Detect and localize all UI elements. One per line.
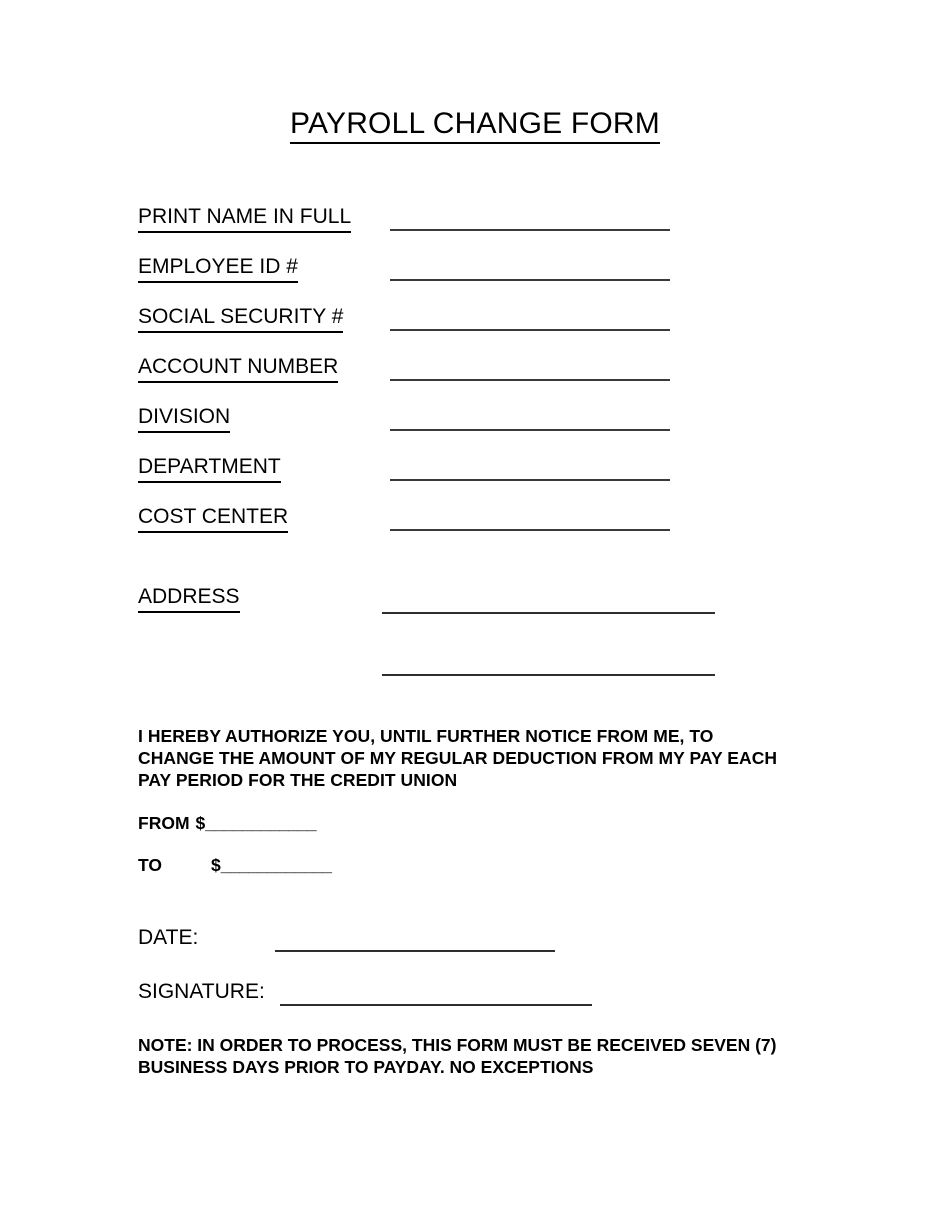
amount-input-to[interactable]: ____________	[220, 855, 332, 875]
field-label-department: DEPARTMENT	[138, 454, 281, 483]
field-label-address: ADDRESS	[138, 584, 240, 613]
field-input-print-name[interactable]	[390, 229, 670, 231]
employee-fields-section	[138, 204, 838, 554]
field-input-address-line-1[interactable]	[382, 612, 715, 614]
amount-label-to: TO	[138, 855, 162, 875]
signature-row	[138, 979, 838, 1033]
field-input-address-line-2[interactable]	[382, 674, 715, 676]
field-label-social-security: SOCIAL SECURITY #	[138, 304, 343, 333]
amount-input-from[interactable]: ____________	[205, 813, 317, 833]
deduction-amounts-section	[138, 812, 638, 896]
field-label-date: DATE:	[138, 926, 199, 949]
currency-symbol-to: $	[211, 855, 221, 875]
field-row-division	[138, 404, 838, 454]
amount-label-from: FROM	[138, 813, 190, 833]
field-input-cost-center[interactable]	[390, 529, 670, 531]
page-title-container	[0, 108, 950, 144]
signoff-section	[138, 925, 838, 1033]
field-row-print-name	[138, 204, 838, 254]
field-row-cost-center	[138, 504, 838, 554]
field-input-social-security[interactable]	[390, 329, 670, 331]
field-label-cost-center: COST CENTER	[138, 504, 288, 533]
field-input-date[interactable]	[275, 950, 555, 952]
processing-note: NOTE: IN ORDER TO PROCESS, THIS FORM MUST BE RECEIVED SEVEN (7) BUSINESS DAYS PRIOR TO PAYDAY. NO EXCEPTIONS	[138, 1035, 777, 1077]
amount-row-to	[138, 854, 638, 896]
field-label-division: DIVISION	[138, 404, 230, 433]
field-label-signature: SIGNATURE:	[138, 980, 265, 1003]
field-input-division[interactable]	[390, 429, 670, 431]
amount-row-from	[138, 812, 638, 854]
field-row-department	[138, 454, 838, 504]
field-row-account-number	[138, 354, 838, 404]
field-label-print-name: PRINT NAME IN FULL	[138, 204, 351, 233]
field-label-account-number: ACCOUNT NUMBER	[138, 354, 338, 383]
date-row	[138, 925, 838, 979]
page-title: PAYROLL CHANGE FORM	[290, 108, 660, 144]
field-label-employee-id: EMPLOYEE ID #	[138, 254, 298, 283]
field-input-account-number[interactable]	[390, 379, 670, 381]
currency-symbol-from: $	[195, 813, 206, 833]
field-row-social-security	[138, 304, 838, 354]
field-input-department[interactable]	[390, 479, 670, 481]
authorization-statement: I HEREBY AUTHORIZE YOU, UNTIL FURTHER NOTICE FROM ME, TO CHANGE THE AMOUNT OF MY REGULAR DEDUCTION FROM MY PAY EACH PAY PERIOD FOR THE CREDIT UNION	[138, 726, 778, 790]
field-input-employee-id[interactable]	[390, 279, 670, 281]
field-row-employee-id	[138, 254, 838, 304]
field-input-signature[interactable]	[280, 1004, 592, 1006]
